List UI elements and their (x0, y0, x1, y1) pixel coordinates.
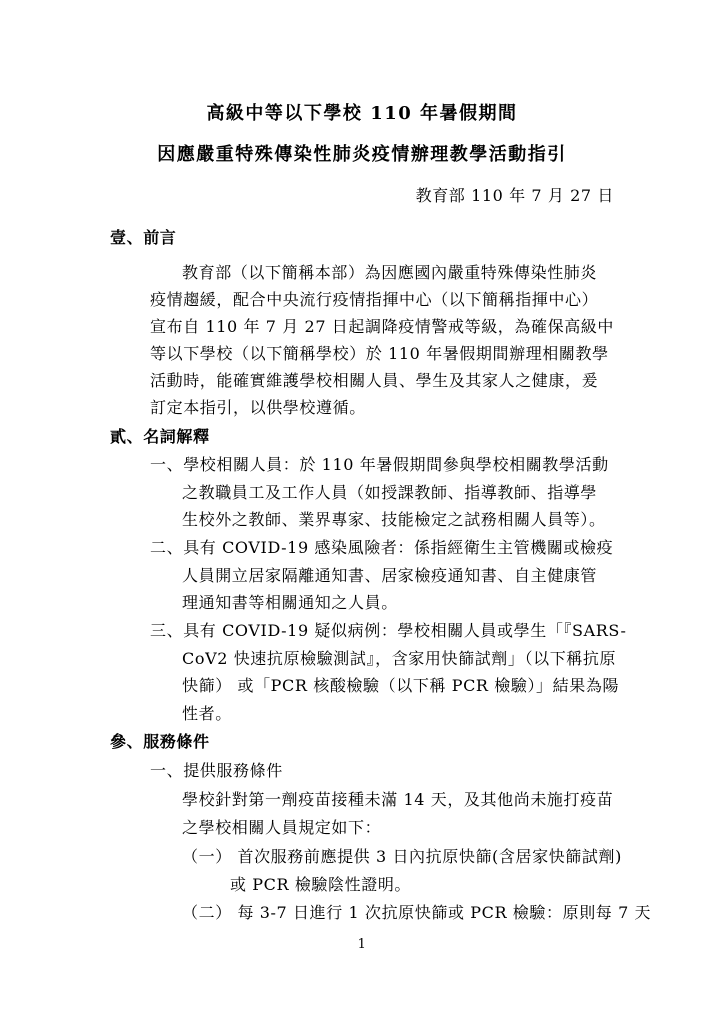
list-item-line: 人員開立居家隔離通知書、居家檢疫通知書、自主健康管 (182, 566, 598, 585)
list-item-line: 或 PCR 檢驗陰性證明。 (230, 875, 412, 894)
paragraph-line: 活動時，能確實維護學校相關人員、學生及其家人之健康，爰 (150, 371, 599, 390)
paragraph-line: 等以下學校（以下簡稱學校）於 110 年暑假期間辦理相關教學 (150, 344, 609, 363)
section-heading-preface: 壹、前言 (110, 228, 177, 247)
list-item-line: 快篩） 或「PCR 核酸檢驗（以下稱 PCR 檢驗）」結果為陽 (182, 676, 620, 695)
list-item-line: （一） 首次服務前應提供 3 日內抗原快篩(含居家快篩試劑) (182, 847, 622, 866)
section-heading-definitions: 貳、名詞解釋 (110, 427, 210, 446)
document-title-line-1: 高級中等以下學校 110 年暑假期間 (206, 103, 518, 124)
paragraph-line: 宣布自 110 年 7 月 27 日起調降疫情警戒等級，為確保高級中 (150, 317, 614, 336)
section-heading-service-conditions: 參、服務條件 (110, 732, 210, 751)
list-item-line: 三、具有 COVID-19 疑似病例：學校相關人員或學生「『SARS- (150, 621, 627, 640)
page-number: 1 (357, 937, 367, 952)
list-item-line: CoV2 快速抗原檢驗測試』，含家用快篩試劑」（以下稱抗原 (182, 649, 617, 668)
list-item-line: （二） 每 3-7 日進行 1 次抗原快篩或 PCR 檢驗：原則每 7 天 (182, 903, 652, 922)
list-item-line: 一、提供服務條件 (150, 761, 283, 780)
list-item-line: 學校針對第一劑疫苗接種未滿 14 天，及其他尚未施打疫苗 (182, 790, 614, 809)
list-item-line: 二、具有 COVID-19 感染風險者：係指經衛生主管機關或檢疫 (150, 538, 614, 557)
paragraph-line: 訂定本指引，以供學校遵循。 (150, 398, 366, 417)
document-title-line-2: 因應嚴重特殊傳染性肺炎疫情辦理教學活動指引 (157, 144, 567, 165)
list-item-line: 之學校相關人員規定如下： (182, 818, 382, 837)
list-item-line: 理通知書等相關通知之人員。 (182, 593, 398, 612)
list-item-line: 一、學校相關人員：於 110 年暑假期間參與學校相關教學活動 (150, 455, 609, 474)
paragraph-line: 疫情趨緩，配合中央流行疫情指揮中心（以下簡稱指揮中心） (150, 290, 599, 309)
list-item-line: 性者。 (182, 704, 232, 723)
list-item-line: 生校外之教師、業界專家、技能檢定之試務相關人員等）。 (182, 510, 606, 529)
list-item-line: 之教職員工及工作人員（如授課教師、指導教師、指導學 (182, 483, 598, 502)
document-date: 教育部 110 年 7 月 27 日 (415, 186, 614, 205)
paragraph-line: 教育部（以下簡稱本部）為因應國內嚴重特殊傳染性肺炎 (182, 263, 598, 282)
